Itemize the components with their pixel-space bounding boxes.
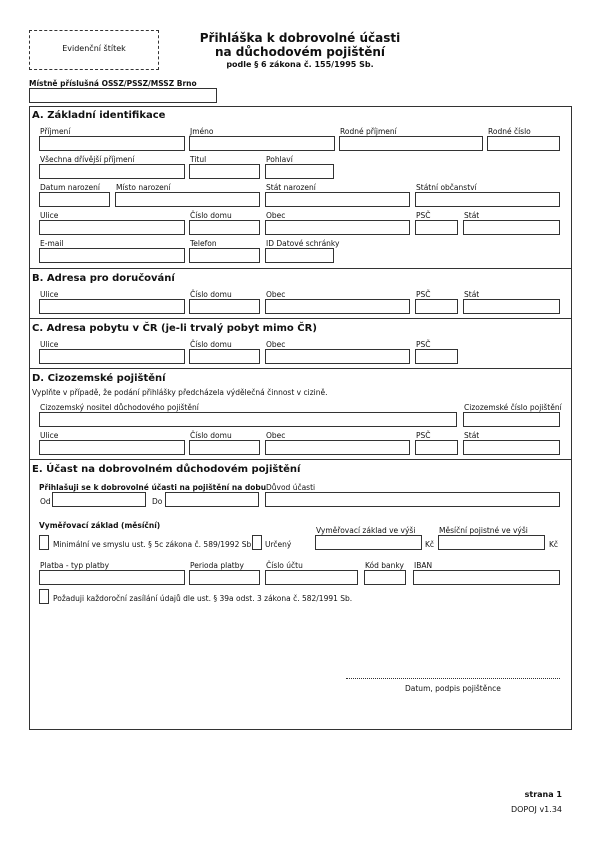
section-a-title: A. Základní identifikace — [32, 110, 166, 121]
label-statni-obcanstvi: Státní občanství — [416, 183, 477, 192]
label-a-obec: Obec — [266, 211, 286, 220]
label-pohlavi: Pohlaví — [266, 155, 293, 164]
label-duvod-ucasti: Důvod účasti — [266, 483, 316, 492]
field-d-cislo-domu[interactable] — [189, 440, 260, 455]
form-version: DOPOJ v1.34 — [510, 805, 562, 814]
field-perioda[interactable] — [189, 570, 260, 585]
label-kod-banky: Kód banky — [365, 561, 404, 570]
label-iban: IBAN — [414, 561, 433, 570]
label-datum-narozeni: Datum narození — [40, 183, 100, 192]
field-mesicni-vyse[interactable] — [438, 535, 545, 550]
field-c-cislo-domu[interactable] — [189, 349, 260, 364]
label-d-cizozemske-cislo: Cizozemské číslo pojištění — [464, 403, 562, 412]
label-d-stat: Stát — [464, 431, 480, 440]
field-b-psc[interactable] — [415, 299, 458, 314]
label-a-ulice: Ulice — [40, 211, 59, 220]
label-b-psc: PSČ — [416, 290, 431, 299]
section-c-title: C. Adresa pobytu v ČR (je-li trvalý pobyt mimo ČR) — [32, 323, 317, 334]
label-c-cislo-domu: Číslo domu — [190, 340, 232, 349]
label-misto-narozeni: Místo narození — [116, 183, 171, 192]
field-d-nositel[interactable] — [39, 412, 457, 427]
field-b-stat[interactable] — [463, 299, 560, 314]
field-rodne-cislo[interactable] — [487, 136, 560, 151]
label-perioda: Perioda platby — [190, 561, 244, 570]
label-zaklad-vyse: Vyměřovací základ ve výši — [316, 526, 416, 535]
field-titul[interactable] — [189, 164, 260, 179]
label-jmeno: Jméno — [190, 127, 214, 136]
label-do: Do — [152, 497, 163, 506]
section-divider — [30, 368, 571, 369]
label-a-cislo-domu: Číslo domu — [190, 211, 232, 220]
checkbox-minimalni[interactable] — [39, 535, 49, 550]
label-a-stat: Stát — [464, 211, 480, 220]
page-number: strana 1 — [524, 790, 562, 799]
field-email[interactable] — [39, 248, 185, 263]
label-datova-schranka: ID Datové schránky — [266, 239, 340, 248]
field-b-ulice[interactable] — [39, 299, 185, 314]
label-kc-zaklad: Kč — [425, 540, 435, 549]
label-d-nositel: Cizozemský nositel důchodového pojištění — [40, 403, 199, 412]
field-a-ulice[interactable] — [39, 220, 185, 235]
label-b-stat: Stát — [464, 290, 480, 299]
label-prijmeni: Příjmení — [40, 127, 71, 136]
section-b-title: B. Adresa pro doručování — [32, 273, 175, 284]
label-drivejsi-prijmeni: Všechna dřívější příjmení — [40, 155, 135, 164]
checkbox-urceny[interactable] — [252, 535, 262, 550]
field-a-cislo-domu[interactable] — [189, 220, 260, 235]
label-rodne-prijmeni: Rodné příjmení — [340, 127, 397, 136]
field-kod-banky[interactable] — [364, 570, 406, 585]
field-misto-narozeni[interactable] — [115, 192, 260, 207]
field-datum-narozeni[interactable] — [39, 192, 110, 207]
field-d-stat[interactable] — [463, 440, 560, 455]
checkbox-pozaduji[interactable] — [39, 589, 49, 604]
label-rodne-cislo: Rodné číslo — [488, 127, 531, 136]
field-iban[interactable] — [413, 570, 560, 585]
field-d-ulice[interactable] — [39, 440, 185, 455]
field-d-obec[interactable] — [265, 440, 410, 455]
field-d-psc[interactable] — [415, 440, 458, 455]
field-prijmeni[interactable] — [39, 136, 185, 151]
label-d-obec: Obec — [266, 431, 286, 440]
office-label: Místně příslušná OSSZ/PSSZ/MSSZ Brno — [29, 79, 197, 88]
field-platba[interactable] — [39, 570, 185, 585]
label-c-ulice: Ulice — [40, 340, 59, 349]
section-divider — [30, 459, 571, 460]
label-b-ulice: Ulice — [40, 290, 59, 299]
label-titul: Titul — [190, 155, 207, 164]
field-a-psc[interactable] — [415, 220, 458, 235]
label-stat-narozeni: Stát narození — [266, 183, 316, 192]
label-cislo-uctu: Číslo účtu — [266, 561, 303, 570]
field-d-cizozemske-cislo[interactable] — [463, 412, 560, 427]
label-d-psc: PSČ — [416, 431, 431, 440]
label-pozaduji: Požaduji každoroční zasílání údajů dle ust. § 39a odst. 3 zákona č. 582/1991 Sb. — [53, 594, 353, 603]
office-field[interactable] — [29, 88, 217, 103]
field-pohlavi[interactable] — [265, 164, 334, 179]
field-duvod-ucasti[interactable] — [265, 492, 560, 507]
section-d-title: D. Cizozemské pojištění — [32, 373, 166, 384]
section-divider — [30, 268, 571, 269]
field-statni-obcanstvi[interactable] — [415, 192, 560, 207]
label-c-psc: PSČ — [416, 340, 431, 349]
field-c-obec[interactable] — [265, 349, 410, 364]
field-do[interactable] — [165, 492, 259, 507]
field-datova-schranka[interactable] — [265, 248, 334, 263]
evidence-stamp-label: Evidenční štítek — [62, 44, 126, 53]
field-a-obec[interactable] — [265, 220, 410, 235]
label-d-cislo-domu: Číslo domu — [190, 431, 232, 440]
label-urceny: Určený — [265, 540, 292, 549]
field-zaklad-vyse[interactable] — [315, 535, 422, 550]
field-rodne-prijmeni[interactable] — [339, 136, 483, 151]
label-od: Od — [40, 497, 51, 506]
field-cislo-uctu[interactable] — [265, 570, 358, 585]
label-platba: Platba - typ platby — [40, 561, 110, 570]
section-d-note: Vyplňte v případě, že podání přihlášky předcházela výdělečná činnost v cizině. — [32, 388, 328, 397]
label-telefon: Telefon — [190, 239, 217, 248]
signature-line[interactable] — [346, 678, 560, 679]
signature-label: Datum, podpis pojištěnce — [405, 684, 501, 693]
label-a-psc: PSČ — [416, 211, 431, 220]
field-telefon[interactable] — [189, 248, 260, 263]
field-jmeno[interactable] — [189, 136, 335, 151]
form-title-line2: na důchodovém pojištění — [214, 45, 386, 59]
field-c-ulice[interactable] — [39, 349, 185, 364]
label-d-ulice: Ulice — [40, 431, 59, 440]
label-b-cislo-domu: Číslo domu — [190, 290, 232, 299]
label-email: E-mail — [40, 239, 64, 248]
field-stat-narozeni[interactable] — [265, 192, 410, 207]
section-e-title: E. Účast na dobrovolném důchodovém pojištění — [32, 464, 301, 475]
field-b-obec[interactable] — [265, 299, 410, 314]
label-c-obec: Obec — [266, 340, 286, 349]
field-od[interactable] — [52, 492, 146, 507]
section-divider — [30, 318, 571, 319]
field-drivejsi-prijmeni[interactable] — [39, 164, 185, 179]
field-b-cislo-domu[interactable] — [189, 299, 260, 314]
form-title-line1: Přihláška k dobrovolné účasti — [199, 31, 401, 45]
label-kc-pojistne: Kč — [549, 540, 559, 549]
label-minimalni: Minimální ve smyslu ust. § 5c zákona č. 589/1992 Sb. — [53, 540, 254, 549]
label-vymerovaci-zaklad: Vyměřovací základ (měsíční) — [39, 521, 161, 530]
field-a-stat[interactable] — [463, 220, 560, 235]
form-title-line3: podle § 6 zákona č. 155/1995 Sb. — [226, 60, 374, 69]
label-mesicni-vyse: Měsíční pojistné ve výši — [439, 526, 528, 535]
label-b-obec: Obec — [266, 290, 286, 299]
label-prihlasuji: Přihlašuji se k dobrovolné účasti na pojištění na dobu — [39, 483, 267, 492]
field-c-psc[interactable] — [415, 349, 458, 364]
